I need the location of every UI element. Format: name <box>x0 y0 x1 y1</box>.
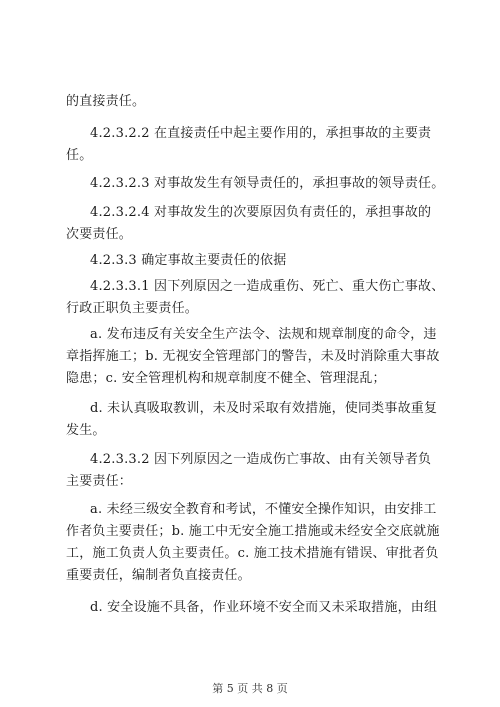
text-line: 隐患；c. 安全管理机构和规章制度不健全、管理混乱； <box>66 371 386 386</box>
text-line: 重要责任，编制者负直接责任。 <box>66 568 251 583</box>
text-line: 任。 <box>66 148 93 163</box>
text-line: a. 发布违反有关安全生产法令、法规和规章制度的命令，违 <box>90 327 437 342</box>
text-line: 主要责任： <box>66 474 133 489</box>
text-line: 4.2.3.3 确定事故主要责任的依据 <box>90 253 287 268</box>
text-line: 作者负主要责任；b. 施工中无安全施工措施或未经安全交底就施 <box>66 524 440 539</box>
text-line: 4.2.3.2.2 在直接责任中起主要作用的，承担事故的主要责 <box>90 126 432 141</box>
page-number-footer: 第 5 页 共 8 页 <box>212 682 288 695</box>
text-line: 4.2.3.3.1 因下列原因之一造成重伤、死亡、重大伤亡事故、 <box>90 279 445 294</box>
text-line: 4.2.3.2.3 对事故发生有领导责任的，承担事故的领导责任。 <box>90 176 445 191</box>
text-line: 的直接责任。 <box>66 94 146 109</box>
text-line: 4.2.3.2.4 对事故发生的次要原因负有责任的，承担事故的 <box>90 205 432 220</box>
text-line: 4.2.3.3.2 因下列原因之一造成伤亡事故、由有关领导者负 <box>90 452 432 467</box>
text-line: d. 安全设施不具备，作业环境不安全而又未采取措施，由组 <box>90 600 438 615</box>
text-line: 次要责任。 <box>66 227 133 242</box>
text-line: 行政正职负主要责任。 <box>66 301 199 316</box>
text-line: 章指挥施工；b. 无视安全管理部门的警告，未及时消除重大事故 <box>66 349 440 364</box>
text-line: 发生。 <box>66 423 106 438</box>
text-line: 工，施工负责人负主要责任。c. 施工技术措施有错误、审批者负 <box>66 546 439 561</box>
text-line: a. 未经三级安全教育和考试，不懂安全操作知识，由安排工 <box>90 502 437 517</box>
text-line: d. 未认真吸取教训，未及时采取有效措施，使同类事故重复 <box>90 401 438 416</box>
